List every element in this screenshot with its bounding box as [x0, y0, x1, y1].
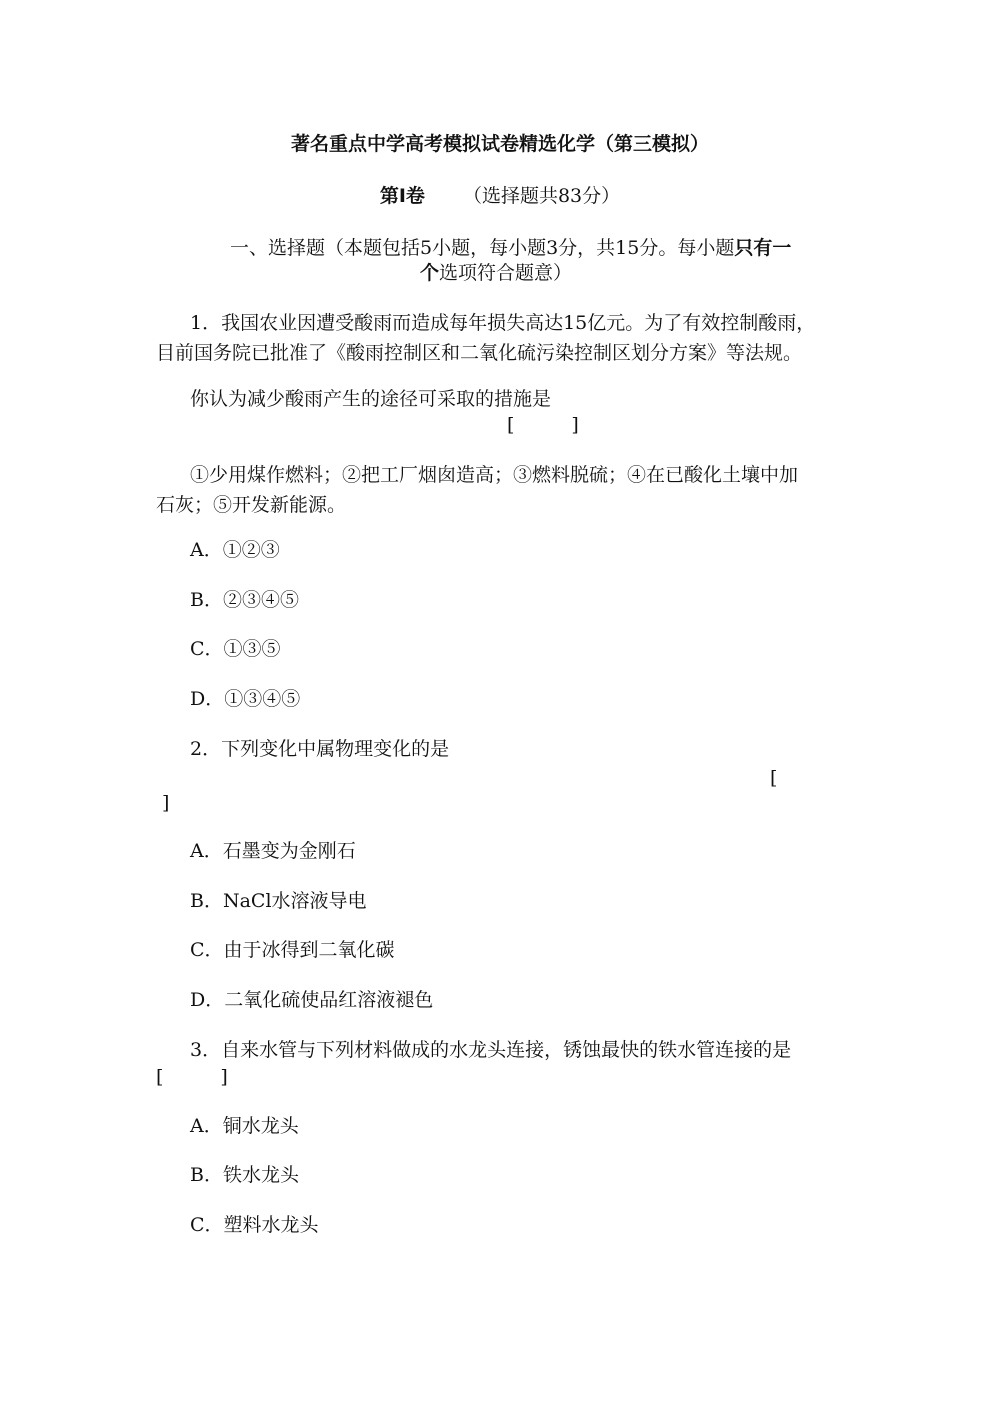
section-heading-emphasis: 只有一: [734, 237, 792, 259]
volume-name: 第Ⅰ卷: [379, 185, 425, 207]
q1-option-b: B．②③④⑤: [190, 589, 299, 611]
q2-option-c: C．由于冰得到二氧化碳: [190, 939, 395, 961]
q2-option-a: A．石墨变为金刚石: [190, 840, 356, 862]
q3-stem: 3．自来水管与下列材料做成的水龙头连接，锈蚀最快的铁水管连接的是: [190, 1039, 792, 1061]
section-heading-text-2: 选项符合题意）: [439, 262, 573, 284]
q1-option-a: A．①②③: [190, 539, 280, 561]
q1-option-d: D．①③④⑤: [190, 688, 301, 710]
q2-option-d: D．二氧化硫使品红溶液褪色: [190, 989, 434, 1011]
q3-option-b: B．铁水龙头: [190, 1164, 299, 1186]
q1-stem-line1: 1．我国农业因遭受酸雨而造成每年损失高达15亿元。为了有效控制酸雨，: [190, 312, 816, 334]
q1-measures-line1: ①少用煤作燃料；②把工厂烟囱造高；③燃料脱硫；④在已酸化土壤中加: [190, 464, 799, 486]
q1-stem-line2: 目前国务院已批准了《酸雨控制区和二氧化硫污染控制区划分方案》等法规。: [156, 342, 803, 364]
q1-answer-bracket: [ ]: [507, 414, 579, 436]
section-heading-emphasis-2: 个: [420, 262, 440, 284]
q2-option-b: B．NaCl水溶液导电: [190, 890, 367, 912]
q2-bracket-open: [: [770, 767, 778, 789]
q3-answer-bracket: [ ]: [156, 1066, 228, 1088]
q1-prompt: 你认为减少酸雨产生的途径可采取的措施是: [190, 388, 552, 410]
q1-option-c: C．①③⑤: [190, 638, 281, 660]
volume-note: （选择题共83分）: [462, 185, 621, 207]
q1-measures-line2: 石灰；⑤开发新能源。: [156, 494, 347, 516]
q3-option-c: C．塑料水龙头: [190, 1214, 319, 1236]
q2-bracket-close: ]: [162, 792, 170, 814]
q2-stem: 2．下列变化中属物理变化的是: [190, 738, 450, 760]
section-heading-line2: [420, 259, 572, 288]
section-heading-text: 一、选择题（本题包括5小题，每小题3分，共15分。每小题: [230, 237, 735, 259]
page-title: 著名重点中学高考模拟试卷精选化学（第三模拟）: [290, 133, 709, 155]
volume-heading: [0, 182, 1000, 211]
q3-option-a: A．铜水龙头: [190, 1115, 299, 1137]
